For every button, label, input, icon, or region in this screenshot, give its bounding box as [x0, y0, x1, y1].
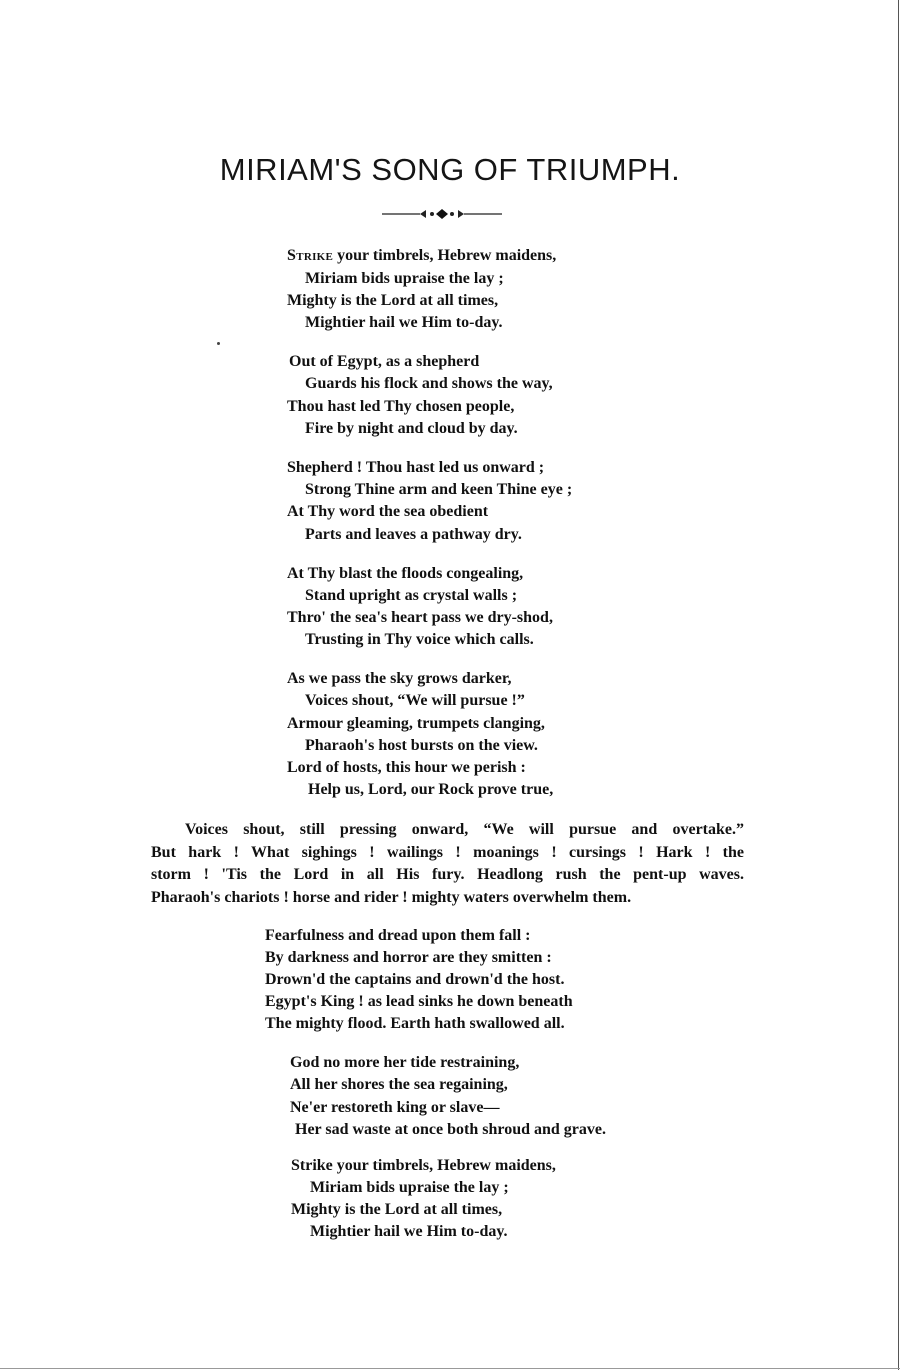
- stanza4-line3: Thro' the sea's heart pass we dry-shod,: [287, 609, 553, 626]
- stanza5-line1: As we pass the sky grows darker,: [287, 670, 512, 687]
- stanza3-line3: At Thy word the sea obedient: [287, 503, 489, 520]
- title-ornament-divider: [380, 206, 504, 222]
- stanza8-line2: Miriam bids upraise the lay ;: [310, 1179, 509, 1196]
- stanza3-line4: Parts and leaves a pathway dry.: [305, 526, 522, 543]
- stanza1-line2: Miriam bids upraise the lay ;: [305, 270, 504, 287]
- stanza8-line4: Mightier hail we Him to-day.: [310, 1223, 508, 1240]
- stanza4-line4: Trusting in Thy voice which calls.: [305, 631, 534, 648]
- stanza6-line3: Drown'd the captains and drown'd the host.: [265, 971, 565, 988]
- prose-line1: Voices shout, still pressing onward, “We will pursue and overtake.”: [185, 821, 744, 838]
- stanza5-line6: Help us, Lord, our Rock prove true,: [308, 781, 554, 798]
- stanza5-line3: Armour gleaming, trumpets clanging,: [287, 715, 545, 732]
- stanza6-line2: By darkness and horror are they smitten :: [265, 949, 552, 966]
- stanza8-line3: Mighty is the Lord at all times,: [291, 1201, 503, 1218]
- stray-speck: [217, 342, 220, 345]
- page-edge-right: [898, 0, 899, 1370]
- page-edge-bottom: [0, 1368, 900, 1369]
- stanza4-line2: Stand upright as crystal walls ;: [305, 587, 518, 604]
- stanza1-line1: [287, 245, 556, 267]
- stanza7-line2: All her shores the sea regaining,: [290, 1076, 508, 1093]
- stanza1-line4: Mightier hail we Him to-day.: [305, 314, 503, 331]
- prose-line4: Pharaoh's chariots ! horse and rider ! mighty waters overwhelm them.: [151, 888, 632, 906]
- stanza4-line1: At Thy blast the floods congealing,: [287, 565, 524, 582]
- stanza6-line1: Fearfulness and dread upon them fall :: [265, 927, 531, 944]
- prose-paragraph: [151, 819, 744, 909]
- stanza8-line1: Strike your timbrels, Hebrew maidens,: [291, 1157, 556, 1174]
- stanza2-line4: Fire by night and cloud by day.: [305, 420, 518, 437]
- prose-line2: But hark ! What sighings ! wailings ! moanings ! cursings ! Hark ! the: [151, 843, 744, 861]
- stanza3-line2: Strong Thine arm and keen Thine eye ;: [305, 481, 573, 498]
- stanza7-line4: Her sad waste at once both shroud and grave.: [295, 1121, 606, 1138]
- stanza2-line3: Thou hast led Thy chosen people,: [287, 398, 515, 415]
- stanza2-line1: Out of Egypt, as a shepherd: [289, 353, 480, 370]
- page-title: MIRIAM'S SONG OF TRIUMPH.: [219, 152, 681, 187]
- stanza5-line2: Voices shout, “We will pursue !”: [305, 692, 525, 709]
- stanza6-line5: The mighty flood. Earth hath swallowed all.: [265, 1015, 565, 1032]
- stanza7-line1: God no more her tide restraining,: [290, 1054, 520, 1071]
- stanza2-line2: Guards his flock and shows the way,: [305, 375, 553, 392]
- drop-word: Strike: [287, 247, 334, 264]
- stanza7-line3: Ne'er restoreth king or slave—: [290, 1099, 500, 1116]
- stanza3-line1: Shepherd ! Thou hast led us onward ;: [287, 459, 545, 476]
- stanza1-line3: Mighty is the Lord at all times,: [287, 292, 499, 309]
- prose-line3: storm ! 'Tis the Lord in all His fury. Headlong rush the pent-up waves.: [151, 866, 744, 883]
- stanza6-line4: Egypt's King ! as lead sinks he down beneath: [265, 993, 573, 1010]
- stanza5-line5: Lord of hosts, this hour we perish :: [287, 759, 526, 776]
- stanza1-line1-text: your timbrels, Hebrew maidens,: [333, 247, 557, 264]
- stanza5-line4: Pharaoh's host bursts on the view.: [305, 737, 538, 754]
